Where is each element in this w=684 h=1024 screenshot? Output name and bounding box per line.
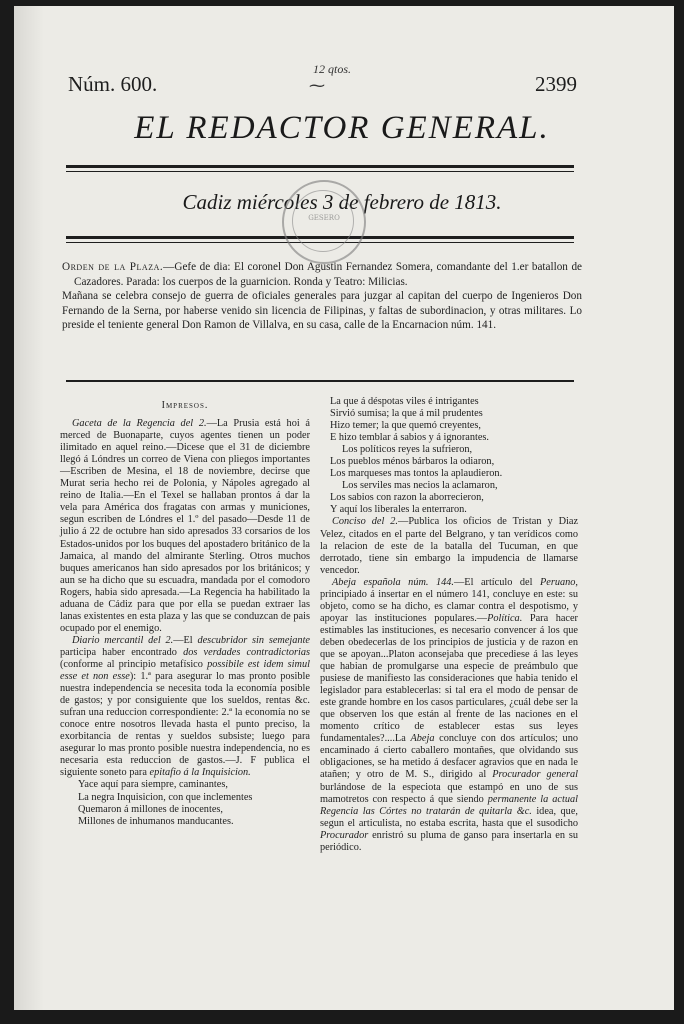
gaceta-body: —La Prusia está hoi á merced de Buonaparte, cuyos agentes tienen un poder ilimitado en aquel reino.—Dicese que el 31 de diciembre llegó á Lóndres un correo de Viena con pliegos importantes—Escriben de Mesina, el 18 de noviembre, decirse que Murat seria hecho rei de Polonia, y Nápoles agregado al reino de Italia.—En el Texel se hallaban prontos á dar la vela para América dos fragatas con armas y municiones, segun escriben de Lóndres el 1.º del pasado—Desde 11 de julio á 22 de octubre han sido apresados 33 corsarios de los Estados-unidos por los buques del apostadero británico de la Jamaica, al mando del almirante Sterling. Otros muchos buques americanos han sido apresados por los británicos; y aun se ha dicho que su escuadra, mandada por el comodoro Rogers, habia sido apresada.—La Regencia ha habilitado la aduana de Cádiz para que por ella se puedan extraer las lanas existentes en esta plaza y las que se conduzcan de pais ocupado por el enemigo. (60, 418, 310, 634)
diario-italic-4: epitafio á la Inquisicion. (149, 767, 251, 779)
dateline: Cadiz miércoles 3 de febrero de 1813. (182, 190, 502, 214)
verse-line: Yace aquí para siempre, caminantes, (78, 779, 228, 791)
verse-line: La que á déspotas viles é intrigantes (330, 396, 479, 407)
abeja-text-a: —El artículo del (454, 576, 540, 588)
orden-line-2: Mañana se celebra consejo de guerra de oficiales generales para juzgar al capitan del cuerpo de Ingenieros Don Fernando de la Serna, por haberse venido sin licencia de Filipinas, y faltas de subordinacion, y otras militares. Lo preside el teniente general Don Ramon de Villalva, en su casa, calle de la Encarnacion núm. 141. (62, 290, 582, 331)
conciso-paragraph (320, 516, 578, 576)
diario-text-c: (conforme al principio metafísico (60, 658, 208, 670)
abeja-italic-3: Abeja (410, 733, 435, 745)
verse-line: Hizo temer; la que quemó creyentes, (330, 420, 481, 432)
abeja-text-g: enristró su pluma de ganso para insertarla en su periódico. (320, 829, 578, 853)
verse-line: Quemaron á millones de inocentes, (78, 803, 223, 815)
verse-line: Los pueblos ménos bárbaros la odiaron, (330, 456, 495, 468)
left-column (60, 396, 310, 828)
handwritten-price: 12 qtos. (313, 62, 352, 76)
diario-italic-2: dos verdades contradictorias (183, 646, 310, 658)
gaceta-lead: Gaceta de la Regencia del 2. (72, 418, 207, 430)
library-stamp-text: GESERO (308, 214, 340, 222)
diario-paragraph (60, 635, 310, 780)
diario-italic-1: descubridor sin semejante (197, 634, 310, 646)
sonnet-part-2 (320, 396, 578, 516)
abeja-italic-2: Política. (487, 612, 523, 624)
conciso-body: —Publica los oficios de Tristan y Diaz Velez, citados en el parte del Belgrano, y tan verídicos como la relacion de este de la batalla del Tucuman, en que derrotado, tiene sin embargo la impudencia de llamarse vencedor. (320, 516, 579, 576)
verse-line: Y aquí los liberales la enterraron. (330, 504, 467, 516)
verse-line: Sirvió sumisa; la que á mil prudentes (330, 408, 483, 420)
abeja-text-c: Para hacer estimables las instituciones, es necesario convencer á los que deben obedecerlas de los principios de justicia y de razon en que se apoyan...Platon aconsejaba que precediese á las leyes que habian de promulgarse una especie de preámbulo que pusiese de manifiesto las consideraciones que habia tenido el legislador para establecerlas: si tal era el modo de pensar de este grande hombre en los casos particulares, ¿cuál debe ser la que observen los que están al frente de las naciones en el momento crítico de establecer estas sus leyes fundamentales?....La (320, 612, 578, 745)
abeja-text-b: , principiado á insertar en el número 141, concluye en este: su objeto, como se ha dicho, es clamar contra el despotismo, y apoyar las instituciones populares.— (320, 576, 578, 624)
folio-number: 2399 (535, 72, 577, 96)
verse-line: Millones de inhumanos manducantes. (78, 815, 234, 827)
page-gutter-shadow (14, 6, 44, 1010)
sonnet-part-1 (60, 779, 310, 827)
verse-line: La negra Inquisicion, con que inclementes (78, 791, 253, 803)
masthead-title: EL REDACTOR GENERAL. (134, 110, 550, 146)
diario-text-d: ): 1.ª para asegurar lo mas pronto posible nuestra independencia se necesita toda la economía posible de gastos; y por consiguiente que los sueldos, rentas &c. sufran una reduccion correspondiente: 2.ª la economía no se conoce entre nosotros llevada hasta el punto preciso, la exorbitancia de rentas y sueldos subsiste; luego para asegurar lo mas pronto posible nuestra independencia, no es necesaria esta reduccion de gastos.—J. F publica el siguiente soneto para (60, 671, 310, 779)
diario-italic-3: possibile est idem simul esse et non esse (60, 658, 310, 683)
abeja-text-f: idea, que, segun el articulista, no estaba escrita, hasta que el susodicho (320, 805, 578, 829)
section-rule (66, 380, 574, 382)
library-stamp (282, 180, 366, 264)
abeja-italic-5: permanente la actual Regencia las Córtes no tratarán de quitarla &c. (320, 793, 578, 817)
abeja-text-e: burlándose de la especiota que estampó en uno de sus mamotretos con respecto á que siendo (320, 781, 578, 805)
abeja-italic-1: Peruano (539, 576, 576, 588)
right-column (320, 396, 578, 854)
orden-lead: Orden de la Plaza. (62, 261, 164, 273)
issue-number: Núm. 600. (68, 72, 158, 96)
impresos-heading: Impresos. (161, 400, 209, 411)
verse-line: Los marqueses mas tontos la aplaudieron. (330, 468, 503, 480)
diario-text-a: —El (173, 634, 198, 646)
abeja-paragraph (320, 577, 578, 854)
conciso-lead: Conciso del 2. (332, 516, 399, 528)
abeja-lead: Abeja española núm. 144. (332, 576, 454, 588)
verse-line: Los sabios con razon la aborrecieron, (330, 492, 484, 504)
verse-line: Los políticos reyes la sufrieron, (342, 444, 473, 456)
handwritten-flourish: ⁓ (309, 76, 325, 95)
abeja-italic-4: Procurador general (492, 769, 578, 781)
abeja-italic-6: Procurador (320, 829, 369, 841)
abeja-text-d: concluye con dos artículos; uno encaminado á cierto caballero montañes, que olvidando sus obligaciones, se ha metido á desfacer agravios que en nada le atañen; y otro de M. S., dirigido al (320, 733, 578, 781)
diario-text-b: participa haber encontrado (60, 646, 184, 658)
orden-line-1: —Gefe de dia: El coronel Don Agustin Fernandez Somera, comandante del 1.er batallon de Cazadores. Parada: los cuerpos de la guarnicion. Ronda y Teatro: Milicias. (74, 261, 582, 288)
diario-lead: Diario mercantil del 2. (72, 634, 174, 646)
orden-de-la-plaza (62, 260, 582, 333)
verse-line: E hizo temblar á sabios y á ignorantes. (330, 432, 489, 444)
masthead-rule-thick (66, 165, 574, 168)
masthead-rule-thin (66, 171, 574, 172)
verse-line: Los serviles mas necios la aclamaron, (342, 480, 498, 492)
gaceta-paragraph (60, 418, 310, 635)
